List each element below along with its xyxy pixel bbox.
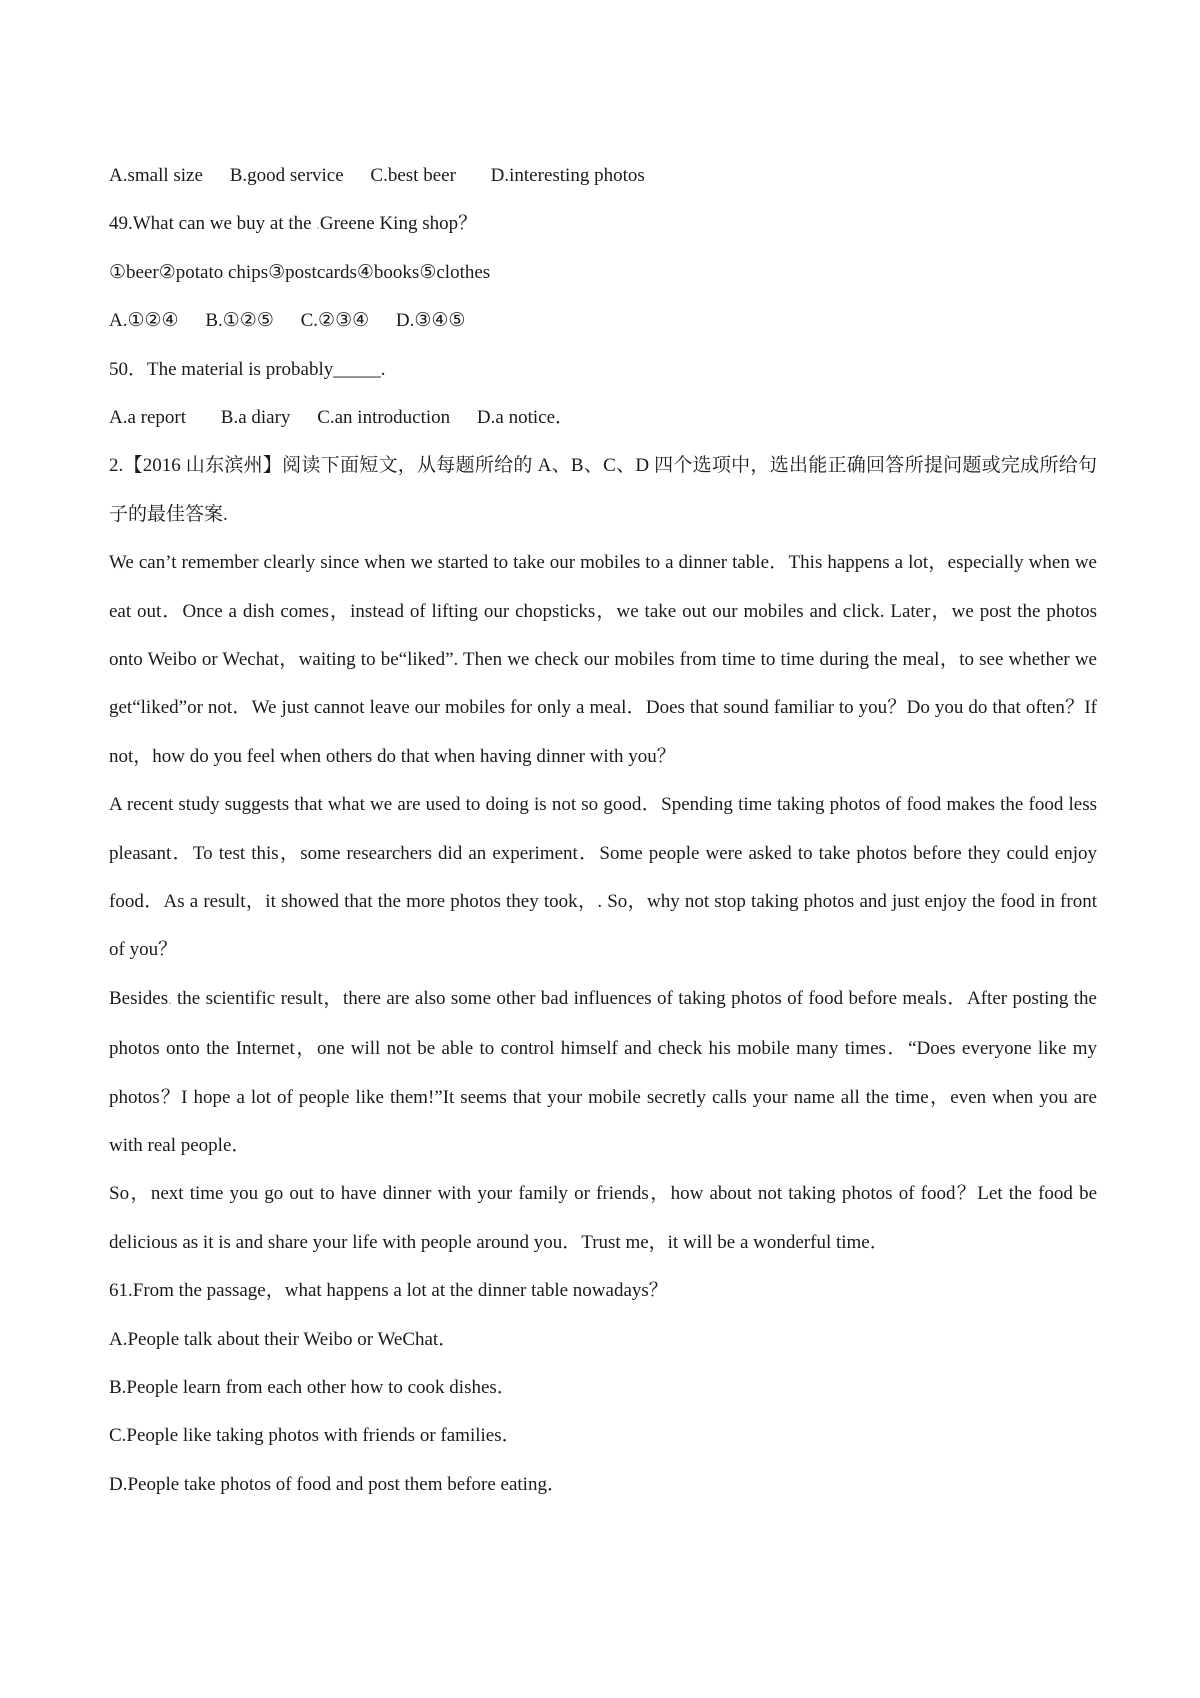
q50-option-a: A.a report <box>109 406 187 428</box>
q49-question-start: 49.What can we buy at the <box>109 213 312 235</box>
q50-option-b: B.a diary <box>220 406 291 428</box>
passage-paragraph-4: So，next time you go out to have dinner with your family or friends，how about not taking photos of food？Let the food be delicious as it is and share your life with people around you．Trust me，it will be a wonderful time． <box>109 1183 1097 1253</box>
q50-option-c: C.an introduction <box>317 406 451 428</box>
q49-options <box>109 297 1097 345</box>
q50-option-d: D.a notice． <box>476 406 575 428</box>
q48-option-d: D.interesting photos <box>490 165 645 186</box>
q49-question-end: Greene King shop？ <box>319 213 478 235</box>
q49-option-c: C.②③④ <box>300 310 370 332</box>
q49-items: ①beer②potato chips③postcards④books⑤clothes <box>109 261 491 283</box>
section-2-heading: 2.【2016 山东滨州】阅读下面短文，从每题所给的 A、B、C、D 四个选项中，选出能正确回答所提问题或完成所给句子的最佳答案. <box>109 455 1097 525</box>
q50-options <box>109 394 1097 442</box>
passage-paragraph-3 <box>109 975 1097 1171</box>
q48-option-a: A.small size <box>109 165 203 186</box>
q49-option-d: D.③④⑤ <box>395 310 466 332</box>
paragraph-3-rest: the scientific result，there are also some other bad influences of taking photos of food before meals．After posting the photos onto the Internet，one will not be able to control himself and check his mobile many times．“Does everyone like my photos？I hope a lot of people like them!”It seems that your mobile secretly calls your name all the time，even when you are with real people． <box>109 987 1097 1157</box>
q50-question: 50．The material is probably_____. <box>109 358 386 380</box>
q49-question <box>109 200 1097 248</box>
q49-option-b: B.①②⑤ <box>205 310 274 332</box>
passage-paragraph-1: We can’t remember clearly since when we started to take our mobiles to a dinner table．This happens a lot，especially when we eat out．Once a dish comes，instead of lifting our chopsticks，we take out our mobiles and click. Later，we post the photos onto Weibo or Wechat，waiting to be“liked”. Then we check our mobiles from time to time during the meal，to see whether we get“liked”or not．We just cannot leave our mobiles for only a meal．Does that sound familiar to you？Do you do that often？If not，how do you feel when others do that when having dinner with you？ <box>109 552 1097 767</box>
scan-mark-icon: . <box>168 992 172 1008</box>
q61-option-b: B.People learn from each other how to cook dishes． <box>109 1377 516 1399</box>
q48-option-c: C.best beer <box>370 165 456 186</box>
q61-option-c: C.People like taking photos with friends or families． <box>109 1425 521 1447</box>
q49-option-a: A.①②④ <box>109 310 179 332</box>
q48-options <box>109 152 1097 200</box>
q61-option-d: D.People take photos of food and post them before eating． <box>109 1473 566 1495</box>
q48-option-b: B.good service <box>229 165 344 186</box>
q61-option-a: A.People talk about their Weibo or WeChat． <box>109 1328 458 1350</box>
scan-mark-icon: . <box>316 218 320 234</box>
q61-question: 61.From the passage，what happens a lot at the dinner table nowadays？ <box>109 1280 668 1302</box>
paragraph-3-start: Besides <box>109 987 169 1009</box>
passage-paragraph-2: A recent study suggests that what we are used to doing is not so good．Spending time taking photos of food makes the food less pleasant．To test this，some researchers did an experiment．Some people were asked to take photos before they could enjoy food．As a result，it showed that the more photos they took，. So，why not stop taking photos and just enjoy the food in front of you？ <box>109 794 1097 961</box>
document-page <box>109 152 1097 1509</box>
